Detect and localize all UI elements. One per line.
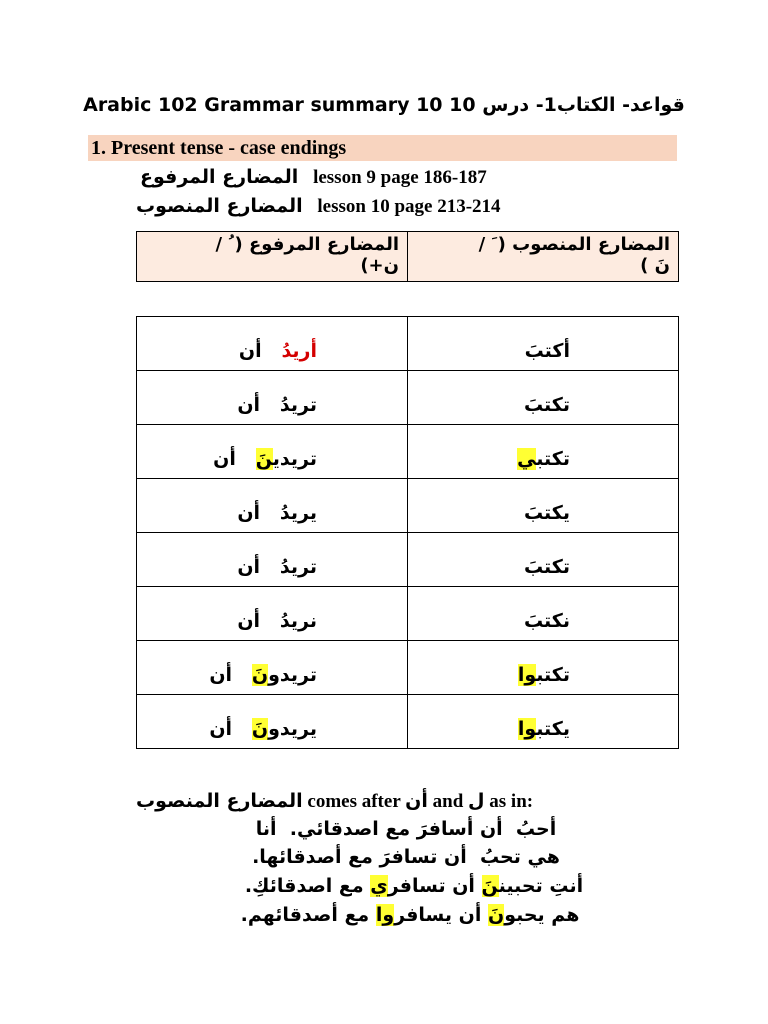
- mansub-marks: ( َ /: [478, 234, 506, 255]
- marfu-ending: نَ: [255, 448, 273, 470]
- rule-an: أن: [405, 790, 428, 812]
- marfu-cell: [137, 533, 408, 587]
- header-cell-marfu: [137, 232, 408, 282]
- table-row: [137, 479, 679, 533]
- marfu-marks: ( ُ /: [215, 234, 243, 255]
- mansub-cell: [408, 479, 679, 533]
- header-table: [136, 231, 679, 282]
- mansub-verb: تكتبَ: [523, 556, 570, 578]
- table-row: [137, 317, 679, 371]
- reference-mansub-lesson: lesson 10 page 213-214: [317, 196, 501, 217]
- an-particle: أن: [237, 610, 280, 632]
- mansub-cell: [408, 533, 679, 587]
- table-row: [137, 533, 679, 587]
- marfu-verb: تريدُ: [279, 394, 317, 416]
- mansub-ending: وا: [517, 664, 537, 686]
- marfu-cell: [137, 317, 408, 371]
- title-english: Arabic 102 Grammar summary 10: [83, 94, 443, 116]
- example-text: أن يسافر: [394, 904, 488, 926]
- marfu-label: المضارع المرفوع: [249, 234, 399, 255]
- mansub-verb: يكتبَ: [523, 502, 570, 524]
- example-text: أنتِ تحبين: [498, 875, 584, 897]
- header-cell-mansub: [408, 232, 679, 282]
- marfu-cell: [137, 479, 408, 533]
- example-text: أحبُ أن أسافرَ: [416, 818, 557, 840]
- marfu-cell: [137, 641, 408, 695]
- reference-marfu: [140, 166, 487, 189]
- reference-mansub-arabic: المضارع المنصوب: [136, 195, 303, 217]
- table-row: [137, 587, 679, 641]
- title-arabic: قواعد- الكتاب1- درس 10: [449, 94, 685, 116]
- table-row: [137, 641, 679, 695]
- marfu-verb: تريدُ: [279, 556, 317, 578]
- example-text: مع اصدقائكِ.: [244, 875, 371, 897]
- an-particle: أن: [237, 394, 280, 416]
- mansub-verb: نكتبَ: [523, 610, 570, 632]
- example-text: مع اصدقائي. أنا: [255, 818, 417, 840]
- example-text: مع أصدقائهم.: [240, 904, 376, 926]
- mansub-cell: [408, 371, 679, 425]
- mansub-verb: أكتبَ: [524, 340, 570, 362]
- table-row: [137, 695, 679, 749]
- reference-mansub: [136, 195, 501, 218]
- rule-comes-after: comes after: [307, 791, 401, 812]
- mansub-cell: [408, 695, 679, 749]
- example-highlight: وا: [375, 904, 395, 926]
- mansub-verb: يكتب: [536, 718, 570, 740]
- rule-and: and: [432, 791, 464, 812]
- reference-marfu-arabic: المضارع المرفوع: [140, 166, 299, 188]
- an-particle: أن: [237, 556, 280, 578]
- an-particle: أن: [238, 340, 282, 362]
- marfu-cell: [137, 425, 408, 479]
- example-highlight: نَ: [481, 875, 499, 897]
- rule-subject: المضارع المنصوب: [136, 790, 303, 812]
- an-particle: أن: [209, 718, 252, 740]
- mansub-cell: [408, 641, 679, 695]
- an-particle: أن: [209, 664, 252, 686]
- table-row: [137, 371, 679, 425]
- example-highlight: نَ: [487, 904, 505, 926]
- example-sentence: [206, 818, 606, 840]
- marfu-cell: [137, 695, 408, 749]
- mansub-cell: [408, 425, 679, 479]
- mansub-cell: [408, 317, 679, 371]
- mansub-verb: تكتبَ: [523, 394, 570, 416]
- mansub-ending: ي: [517, 448, 537, 470]
- mansub-verb: تكتب: [536, 664, 570, 686]
- mansub-ending: وا: [517, 718, 537, 740]
- mansub-label: المضارع المنصوب: [512, 234, 670, 255]
- mansub-suffix: نَ ): [640, 255, 670, 276]
- marfu-cell: [137, 371, 408, 425]
- marfu-cell: [137, 587, 408, 641]
- example-sentence: [206, 846, 606, 868]
- example-sentence: [214, 875, 614, 897]
- reference-marfu-lesson: lesson 9 page 186-187: [313, 167, 487, 188]
- marfu-verb: يريدُ: [279, 502, 317, 524]
- marfu-verb: نريدُ: [279, 610, 317, 632]
- rule-as-in: as in:: [489, 791, 534, 812]
- marfu-verb: تريدي: [272, 448, 317, 470]
- marfu-suffix: ن+): [360, 255, 399, 276]
- section-heading: 1. Present tense - case endings: [88, 135, 677, 161]
- rule-sentence: [136, 790, 533, 813]
- conjugation-table: [136, 316, 679, 749]
- marfu-verb: أريدُ: [281, 340, 317, 362]
- marfu-verb: يريدو: [268, 718, 317, 740]
- marfu-ending: نَ: [251, 664, 269, 686]
- mansub-cell: [408, 587, 679, 641]
- mansub-verb: تكتب: [536, 448, 570, 470]
- marfu-verb: تريدو: [268, 664, 317, 686]
- an-particle: أن: [237, 502, 280, 524]
- marfu-ending: نَ: [251, 718, 269, 740]
- an-particle: أن: [213, 448, 256, 470]
- example-text: أن تسافر: [387, 875, 482, 897]
- example-sentence: [210, 904, 610, 926]
- example-highlight: ي: [370, 875, 388, 897]
- page-title: [0, 94, 768, 116]
- rule-lam: ل: [468, 790, 485, 812]
- table-row: [137, 425, 679, 479]
- example-text: هم يحبو: [504, 904, 580, 926]
- example-text: هي تحبُ أن تسافرَ مع أصدقائها.: [252, 846, 560, 868]
